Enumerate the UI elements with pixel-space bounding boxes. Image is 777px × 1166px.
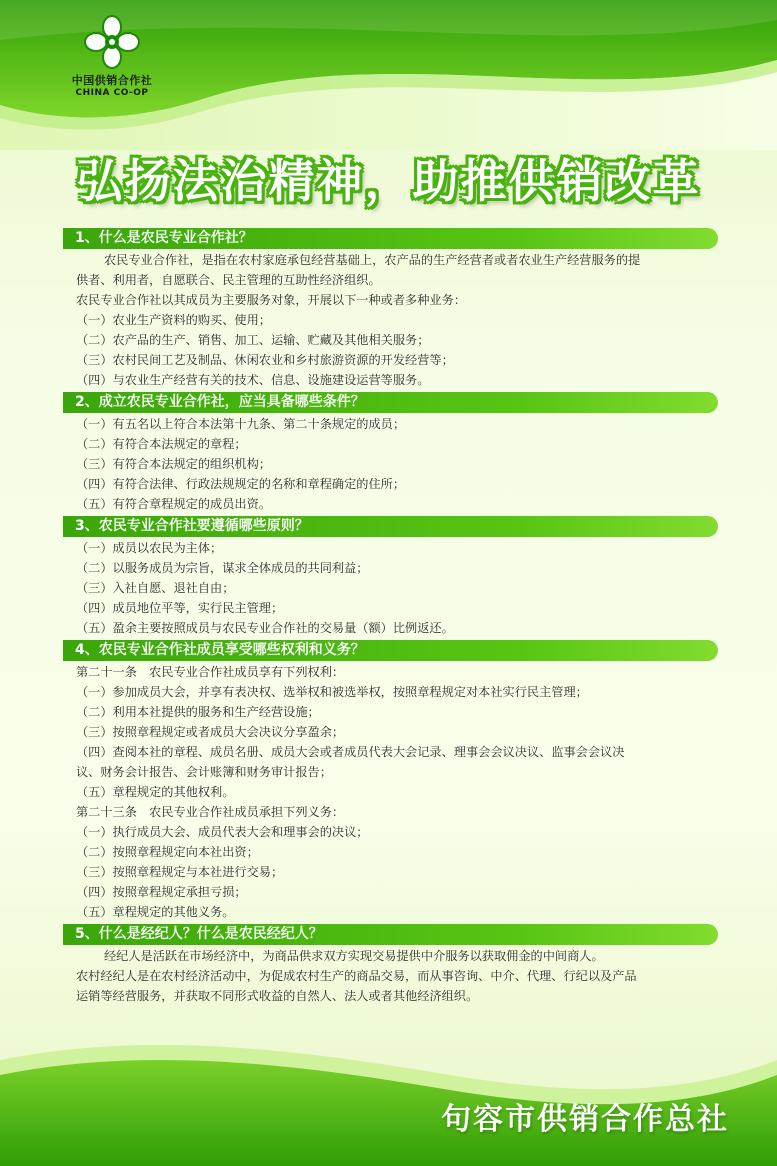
page-title: 弘扬法治精神，助推供销改革	[76, 154, 701, 208]
section-4-line: （一）参加成员大会，并享有表决权、选举权和被选举权，按照章程规定对本社实行民主管理；	[76, 685, 588, 699]
coop-emblem-icon	[82, 14, 142, 70]
section-1-line: （四）与农业生产经营有关的技术、信息、设施建设运营等服务。	[76, 373, 430, 387]
section-4-line: 议、财务会计报告、会计账簿和财务审计报告；	[76, 765, 332, 779]
section-4-line: 第二十一条 农民专业合作社成员享有下列权利：	[76, 665, 345, 679]
section-2-line: （四）有符合法律、行政法规规定的名称和章程确定的住所；	[76, 477, 406, 491]
section-2-heading: 2、成立农民专业合作社，应当具备哪些条件？	[63, 392, 718, 413]
footer-org-name: 句容市供销合作总社	[441, 1102, 729, 1137]
section-4-line: （五）章程规定的其他义务。	[76, 905, 235, 919]
section-1-line: （一）农业生产资料的购买、使用；	[76, 313, 271, 327]
section-1-line: 农民专业合作社以其成员为主要服务对象，开展以下一种或者多种业务：	[76, 293, 466, 307]
section-3-line: （三）入社自愿、退社自由；	[76, 581, 235, 595]
section-3-line: （五）盈余主要按照成员与农民专业合作社的交易量（额）比例返还。	[76, 621, 454, 635]
section-3-line: （四）成员地位平等，实行民主管理；	[76, 601, 284, 615]
section-2-line: （三）有符合本法规定的组织机构；	[76, 457, 271, 471]
section-2-line: （五）有符合章程规定的成员出资。	[76, 497, 271, 511]
section-3-line: （一）成员以农民为主体；	[76, 541, 223, 555]
section-4-line: （四）查阅本社的章程、成员名册、成员大会或者成员代表大会记录、理事会会议决议、监事会会议决	[76, 745, 625, 759]
section-4-line: （二）利用本社提供的服务和生产经营设施；	[76, 705, 320, 719]
section-1-line: （二）农产品的生产、销售、加工、运输、贮藏及其他相关服务；	[76, 333, 430, 347]
china-coop-logo	[62, 14, 162, 104]
section-1-line: （三）农村民间工艺及制品、休闲农业和乡村旅游资源的开发经营等；	[76, 353, 454, 367]
section-4-line: （三）按照章程规定与本社进行交易；	[76, 865, 284, 879]
section-5-line: 运销等经营服务，并获取不同形式收益的自然人、法人或者其他经济组织。	[76, 989, 479, 1003]
section-1-line: 供者、利用者，自愿联合、民主管理的互助性经济组织。	[76, 273, 381, 287]
section-3-heading: 3、农民专业合作社要遵循哪些原则？	[63, 516, 718, 537]
logo-english-text: CHINA CO-OP	[75, 88, 149, 98]
section-5-line: 经纪人是活跃在市场经济中，为商品供求双方实现交易提供中介服务以获取佣金的中间商人。	[104, 949, 604, 963]
section-4-line: （二）按照章程规定向本社出资；	[76, 845, 259, 859]
section-1-line: 农民专业合作社，是指在农村家庭承包经营基础上，农产品的生产经营者或者农业生产经营服务的提	[104, 253, 641, 267]
section-4-line: （一）执行成员大会、成员代表大会和理事会的决议；	[76, 825, 369, 839]
content-body	[0, 226, 777, 1006]
section-4-heading: 4、农民专业合作社成员享受哪些权利和义务？	[63, 640, 718, 661]
section-2-line: （一）有五名以上符合本法第十九条、第二十条规定的成员；	[76, 417, 406, 431]
section-5-line: 农村经纪人是在农村经济活动中，为促成农村生产的商品交易，而从事咨询、中介、代理、行纪以及产品	[76, 969, 637, 983]
section-4-line: （四）按照章程规定承担亏损；	[76, 885, 247, 899]
section-3-line: （二）以服务成员为宗旨，谋求全体成员的共同利益；	[76, 561, 369, 575]
bottom-green-wave	[0, 1020, 777, 1166]
section-2-line: （二）有符合本法规定的章程；	[76, 437, 247, 451]
section-4-line: 第二十三条 农民专业合作社成员承担下列义务：	[76, 805, 345, 819]
logo-chinese-text: 中国供销合作社	[71, 74, 153, 87]
section-5-heading: 5、什么是经纪人？什么是农民经纪人？	[63, 924, 718, 945]
section-1-heading: 1、什么是农民专业合作社？	[63, 228, 718, 249]
section-4-line: （三）按照章程规定或者成员大会决议分享盈余；	[76, 725, 345, 739]
section-4-line: （五）章程规定的其他权利。	[76, 785, 235, 799]
